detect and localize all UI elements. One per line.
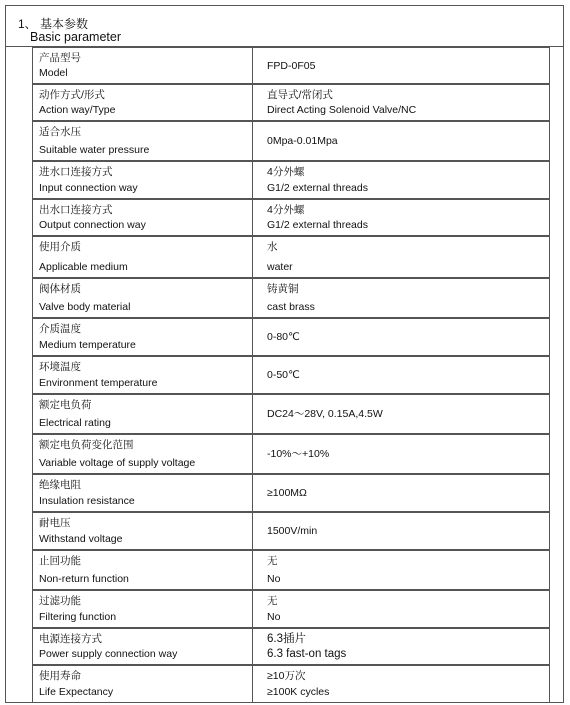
section-header (5, 5, 564, 47)
param-value-en: G1/2 external threads (267, 219, 368, 231)
param-name-zh: 额定电负荷 (39, 399, 92, 411)
param-name-cell (32, 318, 253, 356)
param-name-zh: 电源连接方式 (39, 633, 102, 645)
param-name-en: Withstand voltage (39, 533, 123, 545)
table-row (32, 434, 550, 474)
param-name-cell (32, 278, 253, 318)
param-name-cell (32, 84, 253, 121)
table-row (32, 512, 550, 550)
param-value: 1500V/min (267, 525, 318, 537)
param-name-en: Variable voltage of supply voltage (39, 457, 196, 469)
param-value-cell (253, 318, 550, 356)
param-name-cell (32, 161, 253, 199)
param-value: FPD-0F05 (267, 59, 316, 72)
param-value-cell (253, 84, 550, 121)
table-row (32, 199, 550, 236)
param-name-cell (32, 236, 253, 278)
param-name-en: Filtering function (39, 611, 117, 623)
param-name-zh: 使用介质 (39, 241, 81, 253)
param-value-cell (253, 434, 550, 474)
table-row (32, 394, 550, 434)
param-value-cell (253, 550, 550, 590)
table-row (32, 356, 550, 394)
param-name-zh: 环境温度 (39, 361, 81, 373)
param-name-cell (32, 199, 253, 236)
param-value-en: G1/2 external threads (267, 182, 368, 194)
table-row (32, 628, 550, 665)
param-name-zh: 出水口连接方式 (39, 204, 113, 216)
param-name-en: Suitable water pressure (39, 144, 150, 156)
param-name-en: Valve body material (39, 301, 131, 313)
table-row (32, 665, 550, 703)
table-row (32, 550, 550, 590)
table-row (32, 590, 550, 628)
section-title-zh: 1、 基本参数 (18, 17, 89, 31)
param-value-cell (253, 590, 550, 628)
param-name-zh: 动作方式/形式 (39, 89, 105, 101)
param-value-en: cast brass (267, 301, 315, 313)
table-row (32, 121, 550, 161)
param-value-zh: 直导式/常闭式 (267, 89, 333, 101)
param-value-en: Direct Acting Solenoid Valve/NC (267, 104, 417, 116)
param-name-zh: 适合水压 (39, 126, 81, 138)
param-name-cell (32, 394, 253, 434)
param-name-zh: 进水口连接方式 (39, 166, 113, 178)
table-row (32, 84, 550, 121)
param-name-cell (32, 47, 253, 84)
param-value-en: ≥100K cycles (267, 686, 330, 698)
param-name-cell (32, 121, 253, 161)
param-value-cell (253, 47, 550, 84)
param-value-zh: 无 (267, 595, 278, 607)
param-name-zh: 过滤功能 (39, 595, 81, 607)
param-name-cell (32, 356, 253, 394)
param-name-en: Electrical rating (39, 417, 111, 429)
param-value-zh: ≥10万次 (267, 670, 306, 682)
param-value-cell (253, 199, 550, 236)
param-value-zh: 4分外螺 (267, 166, 305, 178)
param-value-cell (253, 236, 550, 278)
param-name-cell (32, 550, 253, 590)
param-name-cell (32, 512, 253, 550)
param-value-cell (253, 356, 550, 394)
param-name-en: Model (39, 67, 68, 79)
param-value: 0-80℃ (267, 331, 300, 343)
param-name-en: Applicable medium (39, 261, 128, 273)
param-value-cell (253, 161, 550, 199)
param-name-en: Medium temperature (39, 339, 136, 351)
param-value: -10%～+10% (267, 448, 330, 460)
param-value: DC24～28V, 0.15A,4.5W (267, 408, 383, 420)
param-value-en: 6.3 fast-on tags (267, 648, 347, 660)
param-name-zh: 耐电压 (39, 517, 71, 529)
param-name-cell (32, 628, 253, 665)
param-name-zh: 阀体材质 (39, 283, 81, 295)
param-value-cell (253, 474, 550, 512)
param-name-en: Environment temperature (39, 377, 158, 389)
param-value-zh: 4分外螺 (267, 204, 305, 216)
param-name-en: Action way/Type (39, 104, 116, 116)
param-name-zh: 额定电负荷变化范围 (39, 439, 134, 451)
table-row (32, 278, 550, 318)
param-name-en: Life Expectancy (39, 686, 114, 698)
param-value-zh: 6.3插片 (267, 633, 306, 645)
param-name-en: Insulation resistance (39, 495, 135, 507)
table-row (32, 161, 550, 199)
param-name-zh: 止回功能 (39, 555, 81, 567)
table-row (32, 47, 550, 84)
param-value-zh: 铸黄铜 (267, 283, 299, 295)
param-value: 0-50℃ (267, 369, 300, 381)
param-value-cell (253, 665, 550, 703)
table-row (32, 236, 550, 278)
param-name-en: Power supply connection way (39, 648, 178, 660)
param-name-en: Input connection way (39, 182, 138, 194)
param-name-zh: 介质温度 (39, 323, 81, 335)
param-value-en: No (267, 573, 281, 585)
param-value-en: water (267, 261, 293, 273)
param-value-cell (253, 394, 550, 434)
param-value: 0Mpa-0.01Mpa (267, 135, 338, 147)
param-name-cell (32, 590, 253, 628)
param-value-zh: 无 (267, 555, 278, 567)
table-row (32, 318, 550, 356)
param-name-cell (32, 665, 253, 703)
table-row (32, 474, 550, 512)
param-name-zh: 绝缘电阻 (39, 479, 81, 491)
param-value-cell (253, 628, 550, 665)
param-value-cell (253, 512, 550, 550)
param-value-cell (253, 121, 550, 161)
param-name-zh: 产品型号 (39, 52, 81, 64)
param-value-cell (253, 278, 550, 318)
param-name-en: Output connection way (39, 219, 146, 231)
section-title-en: Basic parameter (30, 30, 122, 44)
param-value-zh: 水 (267, 241, 278, 253)
param-name-zh: 使用寿命 (39, 670, 81, 682)
param-name-cell (32, 474, 253, 512)
param-value: ≥100MΩ (267, 487, 307, 499)
param-name-cell (32, 434, 253, 474)
param-name-en: Non-return function (39, 573, 129, 585)
param-value-en: No (267, 611, 281, 623)
